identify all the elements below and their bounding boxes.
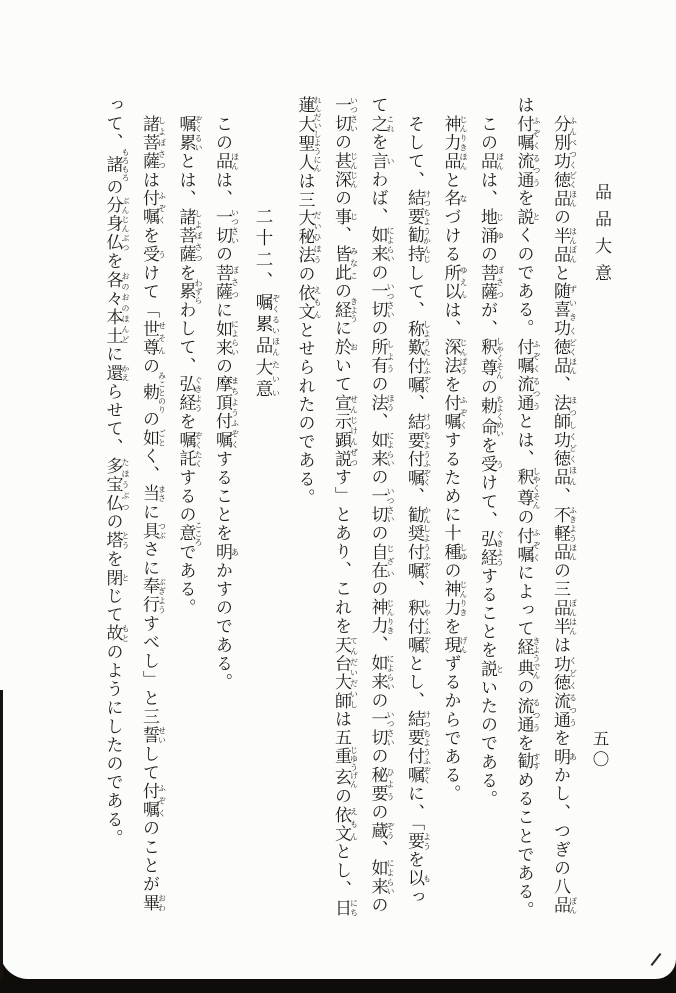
ruby-text: 摩頂付嘱まちようふぞく — [212, 375, 240, 450]
ruby-text: 大秘法だいひほう — [294, 209, 322, 266]
ruby-text: 皆此みなこ — [331, 244, 359, 283]
ruby-text: 一切いつさい — [367, 282, 395, 320]
ruby-text: 嘱累ぞくるい — [175, 115, 203, 153]
ruby-text: 品ほん — [212, 152, 240, 171]
ruby-text: 地涌じゆ — [477, 208, 505, 246]
ruby-text: 如ごと — [139, 428, 167, 448]
ruby-text: 弘経ぐきよう — [477, 529, 505, 567]
ruby-text: 結要付嘱けつちようふぞく — [404, 412, 432, 488]
ruby-text: 付嘱ふぞく — [440, 394, 468, 432]
text-column-4: 神力品じんりきほんと名なづける所以ゆえんは、深法じんぽうを付嘱ふぞくするために十種しゆの神力じんりきを現げんずるからである。 — [440, 115, 468, 804]
ruby-text: 現げん — [440, 635, 468, 655]
ruby-text: 諸もろもろ — [102, 147, 130, 182]
ruby-text: 如来によらい — [212, 319, 240, 357]
text-column-1: 分別功ふんべつく徳品どくほんの半品はんぼんと随喜功ずいきく徳品どくほん、法師ほつし功徳品くどくほん、不軽品ふきようほんの三品半ぼんはんは功徳流通くどくるつうを明あかし、つぎの八品ぽん — [550, 115, 578, 915]
ruby-text: 依文えもん — [294, 283, 322, 322]
ruby-text: 一切いつさい — [331, 96, 359, 134]
text-column-7: 一切いつさいの甚深じんじんの事じ、皆此みなこの経きように於おいて宣示顕説せんじけんぜつす」とあり、これを天台大師てんだいだいしは五重玄じゆうげんの依文えもんとし、日にち — [331, 96, 359, 918]
ruby-text: 品ぽん — [550, 896, 578, 915]
ruby-text: 勧奨付嘱かんしようふぞく — [404, 505, 432, 581]
ruby-text: 種しゆ — [440, 542, 468, 562]
ruby-text: 蔵ぞう — [367, 821, 395, 841]
ruby-text: 品半ぼんはん — [550, 598, 578, 636]
ruby-text: 故もと — [102, 624, 130, 643]
text-column-13: って、諸もろもろの分身仏ぶんじんぶつを各々本土おのおのほんどに還かえらせて、多宝仏たほうぶつの塔とうを閉とじて故もとのようにしたのである。 — [102, 96, 130, 848]
ruby-text: 分身仏ぶんじんぶつ — [102, 196, 130, 253]
ruby-text: 事じ — [331, 207, 359, 227]
ruby-text: 結要勧持けつちようかんじ — [404, 189, 432, 264]
ruby-text: 法師ほつし — [550, 394, 578, 432]
ruby-text: 一切いつさい — [367, 486, 395, 524]
ruby-text: 言い — [367, 151, 395, 171]
ruby-text: 諸菩薩しよぼさつ — [175, 208, 203, 264]
ruby-text: 説と — [513, 207, 541, 227]
ruby-text: 累わずら — [175, 279, 203, 305]
text-column-5: そして、結要勧持けつちようかんじして、称歎付嘱しようたんふぞく、結要付嘱けつちようふぞく、勧奨付嘱かんしようふぞく、釈付嘱しやくふぞくとし、結要付嘱けつちようふぞくに、「要ようを以もっ — [404, 115, 432, 907]
ruby-text: 不軽品ふきようほん — [550, 505, 578, 562]
ruby-text: 蓮大聖人れんだいしようにん — [294, 96, 322, 173]
text-column-2: は付嘱流通ふぞくるつうを説とくのである。付嘱流通ふぞくるつうとは、釈尊しやくそんの付嘱ふぞくによって経典きようでんの流通るつうを勧すすめることである。 — [513, 96, 541, 920]
ruby-text: 畢おわ — [139, 893, 167, 913]
ruby-text: 如来によらい — [367, 858, 395, 897]
ruby-text: 結要付嘱けつちようふぞく — [404, 710, 432, 785]
ruby-text: 之これ — [367, 114, 395, 134]
ruby-text: 功徳流通くどくるつう — [550, 654, 578, 729]
ruby-text: 経きよう — [331, 297, 359, 323]
ruby-text: 勅みことのり — [139, 371, 167, 414]
ruby-text: 当まさ — [139, 484, 167, 503]
ruby-text: 受う — [139, 245, 167, 264]
ruby-text: 具つぶ — [139, 521, 167, 541]
ruby-text: 如来によらい — [367, 226, 395, 264]
ruby-text: 釈尊しやくそん — [513, 466, 541, 510]
ruby-text: 釈尊しやくそん — [477, 336, 505, 380]
ruby-text: 説と — [477, 659, 505, 679]
ruby-text: 奉行ぶぎよう — [139, 577, 167, 615]
ruby-text: 多宝仏たほうぶつ — [102, 456, 130, 513]
ruby-text: 明あ — [212, 542, 240, 562]
scan-edge-left-line — [0, 690, 3, 979]
ruby-text: 如来によらい — [367, 654, 395, 692]
running-head: 品品大意 — [591, 183, 611, 291]
ruby-text: 天台大師てんだいだいし — [331, 635, 359, 710]
ruby-text: 流通るつう — [513, 696, 541, 734]
ruby-text: 重玄じゆうげん — [331, 745, 359, 789]
ruby-text: 神力品じんりきほん — [440, 115, 468, 171]
ruby-text: 神力じんりき — [440, 580, 468, 618]
ruby-text: 名な — [440, 189, 468, 209]
ruby-text: 菩薩ぼさつ — [477, 263, 505, 302]
page-number: 五〇 — [590, 730, 609, 771]
ruby-text: 秘要ひよう — [367, 765, 395, 803]
ruby-text: 品ほん — [253, 336, 281, 358]
ruby-text: 明あ — [550, 747, 578, 767]
ruby-text: 菩薩ぼさつ — [212, 263, 240, 302]
ruby-text: 塔とう — [102, 531, 130, 550]
ruby-text: 要よう — [404, 832, 432, 851]
text-column-3: この品ほんは、地涌じゆの菩薩ぼさつが、釈尊しやくそんの勅命ちよくめいを受うけて、弘経ぐきようすることを説といたのである。 — [477, 115, 505, 809]
ruby-text: 還かえ — [102, 363, 130, 383]
ruby-text: 以も — [404, 869, 432, 888]
ruby-text: 経典きようでん — [513, 636, 541, 680]
ruby-text: 神力じんりき — [367, 598, 395, 636]
ruby-text: 品ほん — [477, 152, 505, 171]
ruby-text: 大意たいい — [253, 357, 281, 401]
ruby-text: 称歎付嘱しようたんふぞく — [404, 319, 432, 395]
ruby-text: 世尊せそん — [139, 319, 167, 357]
ruby-text: 分別功ふんべつく — [550, 115, 578, 171]
ruby-text: 宣示顕説せんじけんぜつ — [331, 393, 359, 469]
ruby-text: 勧すす — [513, 752, 541, 772]
ruby-text: 如来によらい — [367, 430, 395, 469]
ruby-text: 諸菩薩しよぼさつ — [139, 115, 167, 171]
ruby-text: 付嘱ふぞく — [139, 782, 167, 820]
ruby-text: 徳品どくほん — [550, 170, 578, 209]
ruby-text: 法ほう — [367, 393, 395, 413]
ruby-text: 嘱累ぞくるい — [253, 293, 281, 336]
ruby-text: 徳品どくほん — [550, 338, 578, 376]
ruby-text: 誓せい — [139, 726, 167, 745]
ruby-text: 一切いつさい — [367, 709, 395, 748]
ruby-text: 閉と — [102, 568, 130, 588]
text-column-11: 嘱累ぞくるいとは、諸菩薩しよぼさつを累わずらわして、弘経ぐきようを嘱託ぞくたくするの意こころである。 — [175, 115, 203, 618]
ruby-text: 嘱託ぞくたく — [175, 431, 203, 469]
ruby-text: 日にち — [331, 898, 359, 918]
ruby-text: 深法じんぽう — [440, 338, 468, 376]
text-column-12: 諸菩薩しよぼさつは付嘱ふぞくを受うけて「世尊せそんの勅みことのりの如ごとく、当まさに具つぶさに奉行ぶぎようすべし」と三誓せいして付嘱ふぞくのことが畢おわ — [139, 115, 167, 913]
ruby-text: 各々本土おのおのほんど — [102, 270, 130, 346]
ruby-text: 勅命ちよくめい — [477, 395, 505, 438]
ruby-text: 所有しよう — [367, 337, 395, 376]
ruby-text: 功徳品くどくほん — [550, 431, 578, 488]
ruby-text: 甚深じんじん — [331, 151, 359, 190]
ruby-text: 弘経ぐきよう — [175, 375, 203, 413]
text-column-8: 蓮大聖人れんだいしようにんは三大秘法だいひほうの依文えもんとせられたのである。 — [294, 96, 322, 508]
ruby-text: 付嘱流通ふぞくるつう — [513, 114, 541, 190]
text-column-10: この品ほんは、一切いつさいの菩薩ぼさつに如来によらいの摩頂付嘱まちようふぞくすることを明あかすのである。 — [212, 115, 240, 692]
ruby-text: 於お — [331, 337, 359, 357]
ruby-text: 付嘱ふぞく — [139, 189, 167, 227]
ruby-text: 釈付嘱しやくふぞく — [404, 598, 432, 655]
text-column-6: て之これを言いわば、如来によらいの一切いつさいの所有しようの法ほう、如来によらいの一切いつさいの自在じざいの神力じんりき、如来によらいの一切いつさいの秘要ひようの蔵ぞう、如来によらいの — [367, 96, 395, 915]
ruby-text: 付嘱流通ふぞくるつう — [513, 337, 541, 413]
ruby-text: 付嘱ふぞく — [513, 526, 541, 564]
ruby-text: 意こころ — [175, 520, 203, 547]
ruby-text: 一切いつさい — [212, 208, 240, 246]
ruby-text: 受う — [477, 455, 505, 474]
ruby-text: 随喜功ずいきく — [550, 282, 578, 339]
ruby-text: 半品はんぼん — [550, 226, 578, 264]
section-heading: 二十二、嘱累ぞくるい品ほん大意たいい — [253, 207, 281, 401]
ruby-text: 自在じざい — [367, 542, 395, 580]
ruby-text: 所以ゆえん — [440, 263, 468, 302]
ruby-text: 依文えもん — [331, 805, 359, 843]
